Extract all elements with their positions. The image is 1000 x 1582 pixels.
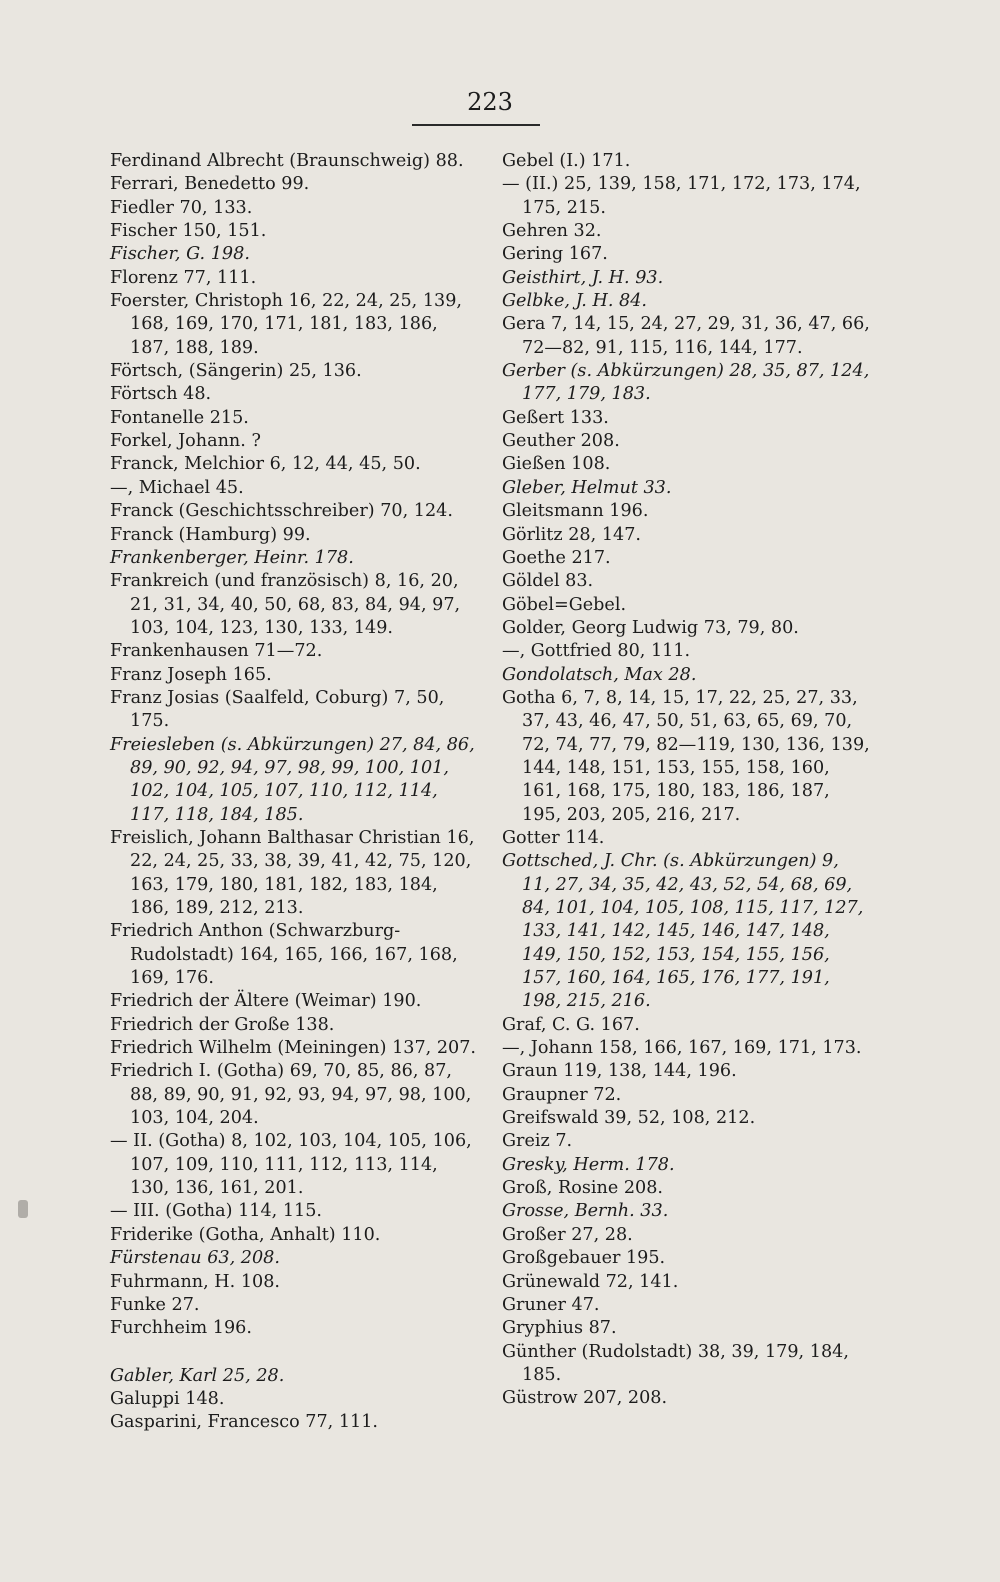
index-entry: Geßert 133.: [502, 407, 609, 428]
index-entry: —, Michael 45.: [110, 477, 244, 498]
index-entry: Groß, Rosine 208.: [502, 1178, 663, 1199]
index-entry: Gondolatsch, Max 28.: [502, 664, 697, 685]
index-entry: Fiedler 70, 133.: [110, 197, 253, 218]
index-entry: Freislich, Johann Balthasar Christian 16, 22, 24, 25, 33, 38, 39, 41, 42, 75, 120, 163, 179, 180, 181, 182, 183, 184, 186, 189, 212, 213.: [110, 827, 475, 918]
index-entry: Gresky, Herm. 178.: [502, 1154, 675, 1175]
index-entry: Geisthirt, J. H. 93.: [502, 267, 664, 288]
index-entry: Gryphius 87.: [502, 1318, 617, 1339]
index-entry: Galuppi 148.: [110, 1388, 225, 1409]
index-entry: Gotter 114.: [502, 827, 605, 848]
index-entry: Golder, Georg Ludwig 73, 79, 80.: [502, 617, 799, 638]
index-entry: Göbel=Gebel.: [502, 594, 627, 615]
index-entry: Gera 7, 14, 15, 24, 27, 29, 31, 36, 47, 66, 72—82, 91, 115, 116, 144, 177.: [502, 314, 870, 358]
index-entry: Großgebauer 195.: [502, 1248, 666, 1269]
index-entry: Graun 119, 138, 144, 196.: [502, 1061, 737, 1082]
index-entry: Funke 27.: [110, 1294, 200, 1315]
index-entry: Förtsch 48.: [110, 384, 212, 405]
index-entry: Gruner 47.: [502, 1294, 600, 1315]
index-entry: Friedrich der Ältere (Weimar) 190.: [110, 991, 422, 1012]
index-entry: Gering 167.: [502, 244, 608, 265]
index-entry: Franz Josias (Saalfeld, Coburg) 7, 50, 175.: [110, 687, 445, 732]
index-entry: Günther (Rudolstadt) 38, 39, 179, 184, 185.: [502, 1341, 849, 1385]
index-entry: Greiz 7.: [502, 1131, 573, 1152]
index-entry: Foerster, Christoph 16, 22, 24, 25, 139, 168, 169, 170, 171, 181, 183, 186, 187, 188, 189.: [110, 291, 463, 358]
index-entry: Franck (Geschichtsschreiber) 70, 124.: [110, 501, 453, 522]
index-entry: Gießen 108.: [502, 454, 611, 475]
index-entry: Gleitsmann 196.: [502, 501, 649, 522]
index-entry: — II. (Gotha) 8, 102, 103, 104, 105, 106, 107, 109, 110, 111, 112, 113, 114, 130, 136, 161, 201.: [110, 1131, 472, 1199]
index-entry: Franz Joseph 165.: [110, 664, 272, 685]
index-entry: Gotha 6, 7, 8, 14, 15, 17, 22, 25, 27, 33, 37, 43, 46, 47, 50, 51, 63, 65, 69, 70, 72, 74, 77, 79, 82—119, 130, 136, 139, 144, 148, 151, 153, 155, 158, 160, 161, 168, 175, 180, 183, 186, 187, 195, 203, 205, 216, 217.: [502, 687, 870, 825]
index-entry: Gerber (s. Abkürzungen) 28, 35, 87, 124, 177, 179, 183.: [502, 361, 870, 405]
index-entry: Friderike (Gotha, Anhalt) 110.: [110, 1224, 381, 1245]
index-entry: Furchheim 196.: [110, 1318, 252, 1339]
index-entry: Freiesleben (s. Abkürzungen) 27, 84, 86, 89, 90, 92, 94, 97, 98, 99, 100, 101, 102, 104, 105, 107, 110, 112, 114, 117, 118, 184, 185.: [110, 734, 475, 825]
header-rule: [412, 124, 540, 126]
index-entry: Florenz 77, 111.: [110, 267, 257, 288]
index-entry: Förtsch, (Sängerin) 25, 136.: [110, 361, 362, 382]
index-entry: Gehren 32.: [502, 221, 602, 242]
index-entry: Forkel, Johann. ?: [110, 431, 261, 452]
index-entry: Fischer 150, 151.: [110, 221, 267, 242]
index-entry: Graf, C. G. 167.: [502, 1014, 640, 1035]
index-column-left: [110, 150, 482, 1435]
margin-mark: [18, 1200, 28, 1218]
index-entry: Goethe 217.: [502, 547, 611, 568]
index-entry: Großer 27, 28.: [502, 1224, 633, 1245]
index-column-right: [502, 150, 872, 1411]
index-entry: Güstrow 207, 208.: [502, 1388, 668, 1409]
index-entry: —, Gottfried 80, 111.: [502, 641, 691, 662]
index-entry: Fontanelle 215.: [110, 407, 249, 428]
index-entry: Greifswald 39, 52, 108, 212.: [502, 1108, 756, 1129]
index-entry: Frankenberger, Heinr. 178.: [110, 547, 354, 568]
index-entry: Gasparini, Francesco 77, 111.: [110, 1412, 379, 1433]
index-entry: Ferrari, Benedetto 99.: [110, 174, 310, 195]
index-entry: Gottsched, J. Chr. (s. Abkürzungen) 9, 11, 27, 34, 35, 42, 43, 52, 54, 68, 69, 84, 101, 104, 105, 108, 115, 117, 127, 133, 141, 142, 145, 146, 147, 148, 149, 150, 152, 153, 154, 155, 156, 157, 160, 164, 165, 176, 177, 191, 198, 215, 216.: [502, 851, 864, 1012]
index-entry: — III. (Gotha) 114, 115.: [110, 1201, 323, 1222]
index-entry: Franck, Melchior 6, 12, 44, 45, 50.: [110, 454, 421, 475]
index-entry: Gebel (I.) 171.: [502, 151, 631, 171]
index-entry: Fürstenau 63, 208.: [110, 1248, 280, 1269]
index-entry: Görlitz 28, 147.: [502, 524, 641, 545]
index-entry: Gabler, Karl 25, 28.: [110, 1365, 285, 1386]
index-entry: Franck (Hamburg) 99.: [110, 524, 311, 545]
index-entry: Frankenhausen 71—72.: [110, 641, 323, 662]
index-entry: Göldel 83.: [502, 571, 594, 592]
index-entry: Fuhrmann, H. 108.: [110, 1271, 281, 1292]
page-number: 223: [467, 88, 513, 116]
index-entry: Geuther 208.: [502, 431, 620, 452]
index-entry: Gelbke, J. H. 84.: [502, 291, 647, 312]
index-entry: — (II.) 25, 139, 158, 171, 172, 173, 174, 175, 215.: [502, 174, 861, 218]
index-entry: Fischer, G. 198.: [110, 244, 250, 265]
index-entry: Gleber, Helmut 33.: [502, 477, 672, 498]
index-entry: Friedrich der Große 138.: [110, 1014, 335, 1035]
index-entry: Friedrich I. (Gotha) 69, 70, 85, 86, 87, 88, 89, 90, 91, 92, 93, 94, 97, 98, 100, 103, 104, 204.: [110, 1061, 472, 1129]
index-entry: —, Johann 158, 166, 167, 169, 171, 173.: [502, 1038, 862, 1059]
index-entry: Grosse, Bernh. 33.: [502, 1201, 669, 1222]
index-entry: Grünewald 72, 141.: [502, 1271, 679, 1292]
index-entry: Ferdinand Albrecht (Braunschweig) 88.: [110, 151, 464, 171]
index-entry: Graupner 72.: [502, 1084, 622, 1105]
index-entry: Friedrich Wilhelm (Meiningen) 137, 207.: [110, 1038, 477, 1059]
index-entry: Friedrich Anthon (Schwarzburg-Rudolstadt) 164, 165, 166, 167, 168, 169, 176.: [110, 921, 458, 989]
index-entry: Frankreich (und französisch) 8, 16, 20, 21, 31, 34, 40, 50, 68, 83, 84, 94, 97, 103, 104, 123, 130, 133, 149.: [110, 571, 461, 638]
